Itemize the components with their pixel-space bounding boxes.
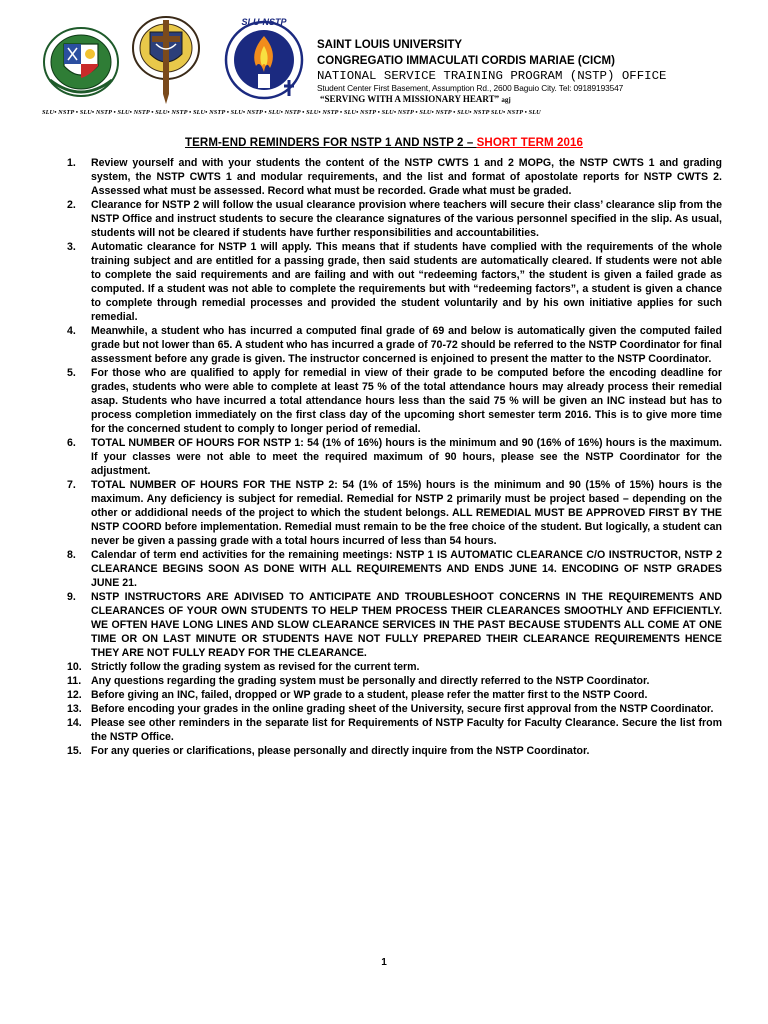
header-band: SLU• NSTP • SLU• NSTP • SLU• NSTP • SLU• NSTP • SLU• NSTP • SLU• NSTP • SLU• NSTP • SLU• NSTP • SLU• NSTP • SLU• NSTP • SLU• NSTP • SLU• NSTP SLU• NSTP • SLU	[42, 109, 541, 116]
item-text: Review yourself and with your students the content of the NSTP CWTS 1 and 2 MOPG, the NSTP CWTS 1 and grading system, the NSTP CWTS 1 and modular requirements, and the list and format of apostolate reports for NSTP CWTS 2. Assessed what must be assessed. Record what must be recorded. Grade what must be graded.	[91, 157, 722, 197]
title-highlight: SHORT TERM 2016	[476, 137, 583, 149]
list-item	[62, 702, 722, 716]
university-name: SAINT LOUIS UNIVERSITY	[317, 39, 463, 51]
header-logos	[42, 14, 310, 104]
item-text: NSTP INSTRUCTORS ARE ADIVISED TO ANTICIPATE AND TROUBLESHOOT CONCERNS IN THE REQUIREMENTS AND CLEARANCES OF YOUR OWN STUDENTS TO HELP THEM PROCESS THEIR CLEARANCES SMOOTHLY AND EFFICIENTLY. WE OFTEN HAVE LONG LINES AND SLOW CLEARANCE SERVICES IN THE PAST BECAUSE STUDENTS ALL COME AT ONE TIME OR ON LAST MINUTE OR STUDENTS HAVE NOT FULLY PREPARED THEIR CLEARANCE REQUIREMENTS HENCE THEY ARE NOT FULLY READY FOR THE CLEARANCE.	[91, 591, 722, 659]
item-text: For those who are qualified to apply for remedial in view of their grade to be computed before the encoding deadline for grades, students who were able to complete at least 75 % of the total attendance hours may already process their remedial asap. Students who have incurred a total attendance hours less than the said 75 % will be given an INC instead but has to process completion immediately on the first class day of the upcoming short semester term 2016. This is to give more time for the concerned student to comply to longer period of remedial.	[91, 367, 722, 435]
item-text: Calendar of term end activities for the remaining meetings: NSTP 1 IS AUTOMATIC CLEARANCE C/O INSTRUCTOR, NSTP 2 CLEARANCE BEGINS SOON AS DONE WITH ALL REQUIREMENTS AND ENDS JUNE 14. ENCODING OF NSTP GRADES JUNE 21.	[91, 549, 722, 589]
list-item	[62, 436, 722, 478]
item-number: 11.	[67, 675, 82, 687]
item-number: 15.	[67, 745, 82, 757]
item-number: 12.	[67, 689, 82, 701]
slu-seal-logo	[42, 24, 120, 100]
item-text: For any queries or clarifications, please personally and directly inquire from the NSTP Coordinator.	[91, 745, 590, 757]
item-text: Strictly follow the grading system as revised for the current term.	[91, 661, 420, 673]
page-number: 1	[381, 957, 387, 968]
item-number: 7.	[67, 479, 76, 491]
item-number: 3.	[67, 241, 76, 253]
item-text: Meanwhile, a student who has incurred a computed final grade of 69 and below is automatically given the computed failed grade but not lower than 65. A student who has incurred a grade of 70-72 should be referred to the NSTP Coordinator for final assessment before any grade is given. The instructor concerned is enjoined to present the matter to the NSTP Coordinator.	[91, 325, 722, 365]
list-item	[62, 590, 722, 660]
list-item	[62, 198, 722, 240]
list-item	[62, 744, 722, 758]
item-number: 14.	[67, 717, 82, 729]
item-text: TOTAL NUMBER OF HOURS FOR NSTP 1: 54 (1% of 16%) hours is the minimum and 90 (16% of 16%) hours is the maximum. If your classes were not able to meet the required maximum of 90 hours, please see the NSTP Coordinator for the adjustment.	[91, 437, 722, 477]
office-address: Student Center First Basement, Assumption Rd., 2600 Baguio City. Tel: 09189193547	[317, 83, 624, 94]
item-number: 4.	[67, 325, 76, 337]
document-title	[0, 137, 768, 149]
list-item	[62, 324, 722, 366]
cicm-seal-logo	[130, 14, 202, 106]
item-number: 1.	[67, 157, 76, 169]
list-item	[62, 240, 722, 324]
item-text: Clearance for NSTP 2 will follow the usual clearance provision where teachers will secure their class’ clearance slip from the NSTP Office and instruct students to secure the clearance signatures of the various personnel specified in the slip. As usual, students will not be cleared if students have further responsibilities and accountabilities.	[91, 199, 722, 239]
letterhead	[317, 40, 747, 104]
list-item	[62, 548, 722, 590]
congregation-name: CONGREGATIO IMMACULATI CORDIS MARIAE (CICM)	[317, 54, 615, 67]
list-item	[62, 716, 722, 744]
nstp-logo-text: SLU-NSTP	[241, 17, 287, 27]
list-item	[62, 688, 722, 702]
slu-nstp-logo	[222, 16, 306, 110]
list-item	[62, 674, 722, 688]
title-dash: –	[463, 137, 477, 149]
item-number: 2.	[67, 199, 76, 211]
item-number: 10.	[67, 661, 82, 673]
title-main: TERM-END REMINDERS FOR NSTP 1 AND NSTP 2	[185, 137, 464, 149]
item-text: Any questions regarding the grading system must be personally and directly referred to the NSTP Coordinator.	[91, 675, 650, 687]
item-text: TOTAL NUMBER OF HOURS FOR THE NSTP 2: 54 (1% of 15%) hours is the minimum and 90 (15% of 15%) hours is the maximum. Any deficiency is subject for remedial. Remedial for NSTP 2 primarily must be project based – depending on the other or addidional needs of the project to which the student belongs. ALL REMEDIAL MUST BE APPROVED FIRST BY THE NSTP COORD before implementation. Remedial must remain to be the free choice of the student. But logically, a student can never be given a passing grade with a total hours incurred of less than 54 hours.	[91, 479, 722, 547]
item-number: 9.	[67, 591, 76, 603]
list-item	[62, 478, 722, 548]
office-name: NATIONAL SERVICE TRAINING PROGRAM (NSTP) OFFICE	[317, 69, 667, 83]
list-item	[62, 660, 722, 674]
item-number: 6.	[67, 437, 76, 449]
motto-text: “SERVING WITH A MISSIONARY HEART”	[320, 93, 500, 104]
reminders-list	[62, 156, 722, 758]
motto-signature: agj	[501, 95, 511, 104]
item-number: 8.	[67, 549, 76, 561]
item-number: 5.	[67, 367, 76, 379]
item-text: Before giving an INC, failed, dropped or WP grade to a student, please refer the matter first to the NSTP Coord.	[91, 689, 648, 701]
motto	[317, 95, 747, 104]
item-text: Automatic clearance for NSTP 1 will apply. This means that if students have complied with the requirements of the whole training subject and are entitled for a passing grade, then said students are automatically cleared. If students were not able to complete the said requirements and are failing and with out “redeeming factors,” the student is given a failed grade as computed. If a student was not able to complete the requirements but with “redeeming factors”, a student is given a chance to complete through remedial processes and provided the student voluntarily and by his own initiative applies for such remedial.	[91, 241, 722, 323]
list-item	[62, 366, 722, 436]
item-number: 13.	[67, 703, 82, 715]
list-item	[62, 156, 722, 198]
item-text: Before encoding your grades in the online grading sheet of the University, secure first approval from the NSTP Coordinator.	[91, 703, 714, 715]
item-text: Please see other reminders in the separate list for Requirements of NSTP Faculty for Faculty Clearance. Secure the list from the NSTP Office.	[91, 717, 722, 743]
